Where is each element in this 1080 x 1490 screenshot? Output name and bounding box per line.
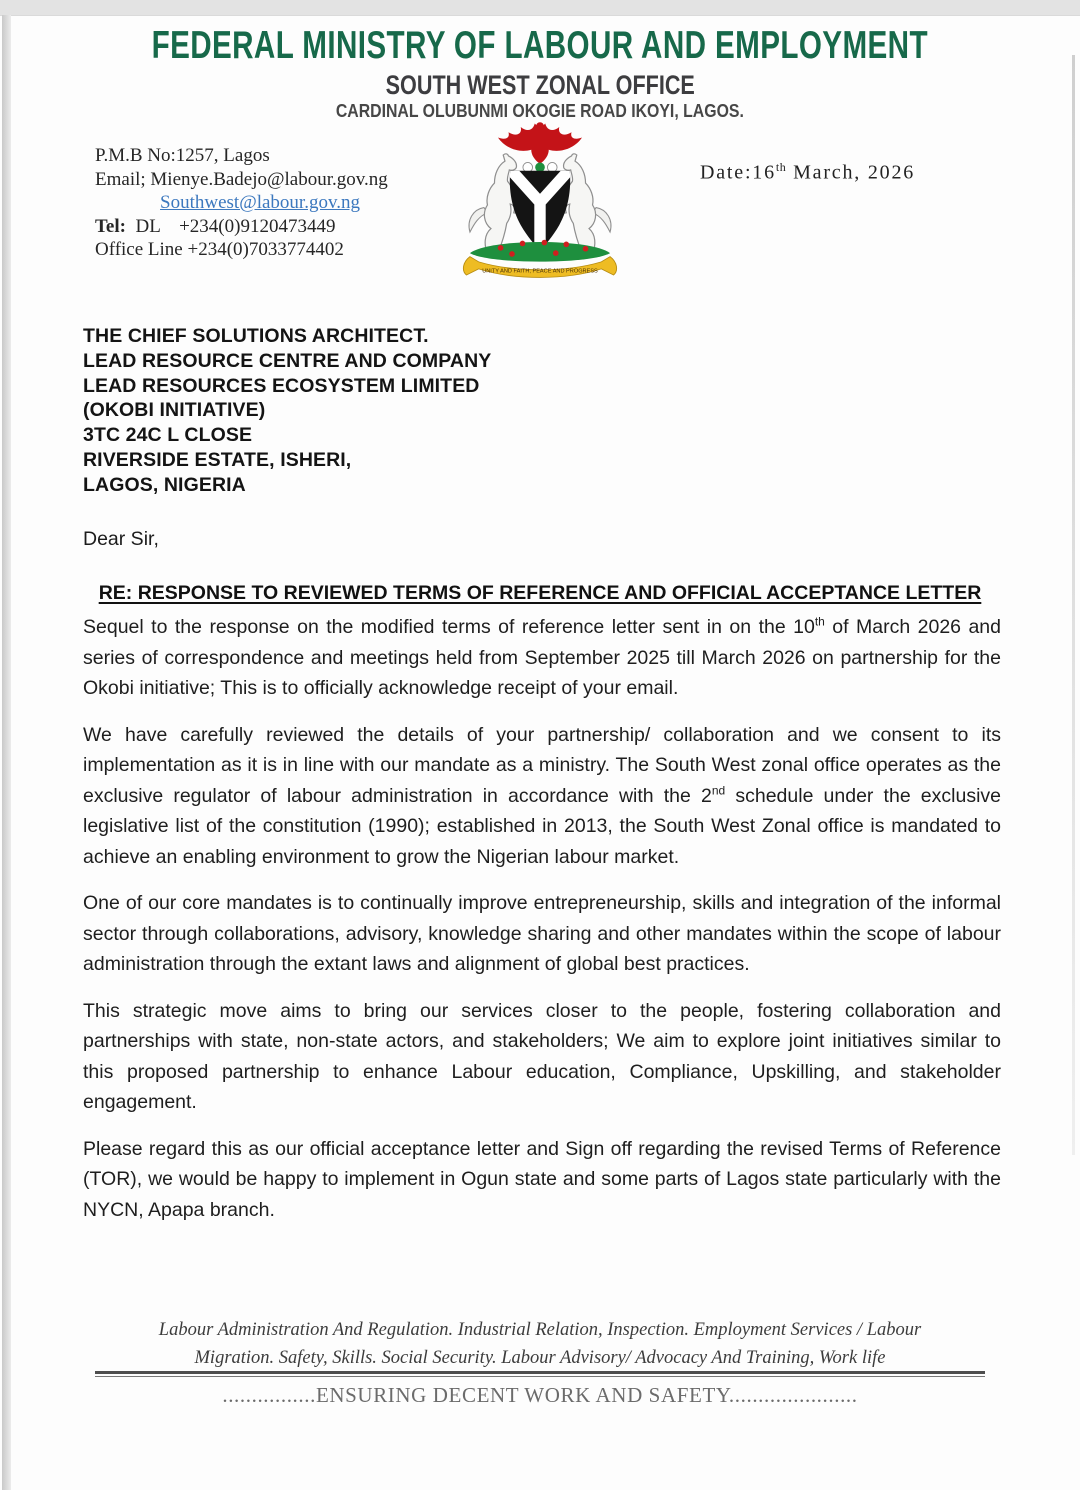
recipient-line: LEAD RESOURCE CENTRE AND COMPANY <box>83 349 492 372</box>
recipient-address <box>83 324 491 498</box>
footer-services-line1: Labour Administration And Regulation. Industrial Relation, Inspection. Employment Services / Labour <box>158 1320 922 1340</box>
zonal-office-subtitle: SOUTH WEST ZONAL OFFICE <box>385 70 695 100</box>
paragraph-1: Sequel to the response on the modified terms of reference letter sent in on the 10th of March 2026 and series of correspondence and meetings held from September 2025 till March 2026 on partnership for the Okobi initiative; This is to officially acknowledge receipt of your email. <box>83 614 1001 699</box>
scan-right-edge <box>1072 55 1075 1155</box>
office-line: Office Line +234(0)7033774402 <box>95 239 344 260</box>
pmb-line: P.M.B No:1257, Lagos <box>95 145 270 166</box>
ministry-title: FEDERAL MINISTRY OF LABOUR AND EMPLOYMENT <box>151 24 929 67</box>
footer-services <box>0 1316 1080 1372</box>
email-link[interactable]: Southwest@labour.gov.ng <box>160 192 360 213</box>
tel-label: Tel: <box>95 215 126 237</box>
letter-body <box>83 612 1001 1241</box>
recipient-line: LEAD RESOURCES ECOSYSTEM LIMITED <box>83 374 480 397</box>
recipient-line: (OKOBI INITIATIVE) <box>83 399 266 422</box>
office-address-line: CARDINAL OLUBUNMI OKOGIE ROAD IKOYI, LAGOS. <box>335 101 745 121</box>
salutation: Dear Sir, <box>83 528 159 550</box>
paragraph-5: Please regard this as our official acceptance letter and Sign off regarding the revised Terms of Reference (TOR), we would be happy to implement in Ogun state and some parts of Lagos state particularly with the NYCN, Apapa branch. <box>83 1137 1001 1221</box>
coat-of-arms-motto: UNITY AND FAITH, PEACE AND PROGRESS <box>482 268 599 275</box>
recipient-line: LAGOS, NIGERIA <box>83 473 246 496</box>
recipient-line: 3TC 24C L CLOSE <box>83 424 253 447</box>
paragraph-3: One of our core mandates is to continually improve entrepreneurship, skills and integration of the informal sector through collaborations, advisory, knowledge sharing and other mandates within the scope of labour administration through the extant laws and alignment of global best practices. <box>83 892 1001 975</box>
nigeria-coat-of-arms-icon <box>452 120 628 282</box>
paragraph-2: We have carefully reviewed the details of your partnership/ collaboration and we consent to its implementation as it is in line with our mandate as a ministry. The South West zonal office operates as the exclusive regulator of labour administration in accordance with the 2nd schedule under the exclusive legislative list of the constitution (1990); established in 2013, the South West Zonal office is mandated to achieve an enabling environment to grow the Nigerian labour market. <box>83 723 1001 868</box>
tel-line <box>95 215 455 239</box>
recipient-line: RIVERSIDE ESTATE, ISHERI, <box>83 448 352 471</box>
email-link-row <box>95 191 425 215</box>
footer-services-line2: Migration. Safety, Skills. Social Security. Labour Advisory/ Advocacy And Training, Work life <box>194 1348 886 1368</box>
footer-divider <box>95 1371 985 1377</box>
paragraph-4: This strategic move aims to bring our services closer to the people, fostering collaboration and partnerships with state, non-state actors, and stakeholders; We aim to explore joint initiatives similar to this proposed partnership to enhance Labour education, Compliance, Upskilling, and stakeholder engagement. <box>83 999 1001 1113</box>
scan-top-band <box>0 0 1080 16</box>
letterhead <box>0 24 1080 122</box>
date-line: Date:16th March, 2026 <box>700 160 916 184</box>
recipient-line: THE CHIEF SOLUTIONS ARCHITECT. <box>83 325 429 347</box>
contact-block <box>95 144 455 262</box>
footer-motto: ................ENSURING DECENT WORK AND SAFETY...................... <box>222 1383 858 1407</box>
subject-line: RE: RESPONSE TO REVIEWED TERMS OF REFERENCE AND OFFICIAL ACCEPTANCE LETTER <box>98 582 982 604</box>
scan-left-edge <box>2 15 11 1490</box>
email-line: Email; Mienye.Badejo@labour.gov.ng <box>95 168 388 190</box>
tel-number: DL +234(0)9120473449 <box>125 215 336 237</box>
